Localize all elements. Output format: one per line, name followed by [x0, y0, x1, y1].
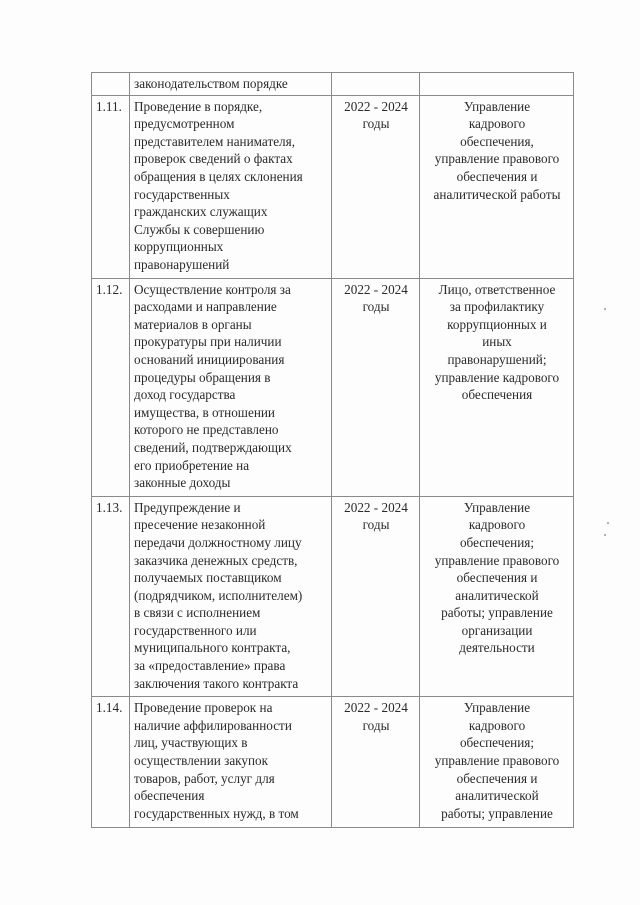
measure-term-line: годы — [362, 299, 390, 315]
continuation-resp-cell — [420, 73, 574, 96]
measure-description-line: имущества, в отношении — [134, 404, 275, 420]
measure-responsible-line: деятельности — [459, 640, 535, 656]
measure-responsible-line: организации — [461, 622, 533, 638]
measure-responsible-line: обеспечения; — [459, 735, 535, 751]
measure-description-line: в связи с исполнением — [134, 605, 261, 621]
measure-description-line: предусмотренном — [134, 116, 235, 132]
measure-responsible-line: кадрового — [468, 517, 526, 533]
measure-description — [130, 697, 332, 828]
measure-responsible-line: иных — [482, 334, 512, 350]
measure-responsible — [420, 697, 574, 828]
measure-responsible-line: управление правового — [434, 552, 560, 568]
measure-responsible-line: аналитической — [455, 788, 539, 804]
measure-responsible-line: аналитической — [455, 587, 539, 603]
measures-table-body — [92, 73, 574, 828]
measure-responsible-line: Управление — [463, 98, 531, 114]
measure-description-line: Проведение в порядке, — [134, 98, 263, 114]
measure-description-line: Предупреждение и — [134, 499, 241, 515]
measure-term — [332, 278, 420, 496]
measure-description-line: его приобретение на — [134, 457, 250, 473]
measure-responsible-line: обеспечения; — [459, 534, 535, 550]
measure-description-line: осуществлении закупок — [134, 753, 269, 769]
measure-responsible-line: обеспечения и — [456, 168, 538, 184]
measure-description-line: которого не представлено — [134, 422, 279, 438]
scan-speck — [604, 534, 606, 536]
measure-description-line: коррупционных — [134, 239, 224, 255]
measure-responsible-line: Лицо, ответственное — [438, 281, 556, 297]
measure-description-line: оснований инициирования — [134, 351, 285, 367]
continuation-num-cell — [92, 73, 130, 96]
measure-row — [92, 496, 574, 697]
measure-responsible — [420, 95, 574, 278]
measure-description-line: материалов в органы — [134, 316, 252, 332]
measure-term — [332, 95, 420, 278]
continuation-text-cell — [130, 73, 332, 96]
measure-term — [332, 697, 420, 828]
measure-description-line: наличие аффилированности — [134, 717, 292, 733]
measure-responsible-line: за профилактику — [449, 299, 545, 315]
measure-description-line: расходами и направление — [134, 299, 277, 315]
measure-responsible-line: управление правового — [434, 151, 560, 167]
measure-term-line: годы — [362, 116, 390, 132]
measure-description-line: заключения такого контракта — [134, 675, 299, 691]
measure-description-line: Проведение проверок на — [134, 700, 273, 716]
measure-row — [92, 697, 574, 828]
measure-responsible-line: работы; управление — [441, 805, 553, 821]
measure-description-line: сведений, подтверждающих — [134, 439, 292, 455]
measure-description-line: гражданских служащих — [134, 204, 268, 220]
measure-description-line: заказчика денежных средств, — [134, 552, 298, 568]
measure-description — [130, 95, 332, 278]
measure-number: 1.12. — [92, 278, 130, 496]
measure-responsible-line: Управление — [463, 499, 531, 515]
measure-description-line: государственного или — [134, 622, 257, 638]
continuation-row — [92, 73, 574, 96]
measure-responsible-line: правонарушений; — [447, 351, 547, 367]
measure-description-line: Осуществление контроля за — [134, 281, 291, 297]
scan-speck — [607, 522, 609, 524]
measure-responsible-line: коррупционных и — [447, 316, 547, 332]
measure-description-line: лиц, участвующих в — [134, 735, 248, 751]
measure-description — [130, 496, 332, 697]
measure-description-line: пресечение незаконной — [134, 517, 266, 533]
measure-responsible — [420, 496, 574, 697]
measure-term — [332, 496, 420, 697]
measure-responsible-line: обеспечения, — [460, 133, 534, 149]
measure-description-line: за «предоставление» права — [134, 658, 286, 674]
measure-term-line: 2022 - 2024 — [344, 700, 408, 716]
measure-responsible-line: обеспечения — [461, 387, 533, 403]
measure-description-line: Службы к совершению — [134, 221, 265, 237]
measure-responsible-line: управление кадрового — [434, 369, 560, 385]
measure-responsible — [420, 278, 574, 496]
measure-description-line: законные доходы — [134, 475, 231, 491]
measure-description-line: прокуратуры при наличии — [134, 334, 282, 350]
measure-term-line: 2022 - 2024 — [344, 98, 408, 114]
measure-description-line: товаров, работ, услуг для — [134, 770, 275, 786]
measure-description-line: муниципального контракта, — [134, 640, 291, 656]
continuation-term-cell — [332, 73, 420, 96]
measure-number: 1.14. — [92, 697, 130, 828]
measure-description-line: представителем нанимателя, — [134, 133, 295, 149]
measure-description-line: процедуры обращения в — [134, 369, 271, 385]
measure-responsible-line: обеспечения и — [456, 570, 538, 586]
measure-number: 1.13. — [92, 496, 130, 697]
scan-speck — [604, 308, 606, 310]
measure-description-line: получаемых поставщиком — [134, 570, 282, 586]
measure-description — [130, 278, 332, 496]
measure-description-line: обеспечения — [134, 788, 205, 804]
measure-responsible-line: аналитической работы — [433, 186, 561, 202]
measure-responsible-line: обеспечения и — [456, 770, 538, 786]
measure-term-line: 2022 - 2024 — [344, 499, 408, 515]
continuation-text: законодательством порядке — [134, 76, 288, 91]
measure-term-line: годы — [362, 717, 390, 733]
measure-description-line: обращения в целях склонения — [134, 168, 303, 184]
measure-number: 1.11. — [92, 95, 130, 278]
measure-term-line: годы — [362, 517, 390, 533]
measure-description-line: (подрядчиком, исполнителем) — [134, 587, 303, 603]
measure-responsible-line: кадрового — [468, 116, 526, 132]
measure-description-line: правонарушений — [134, 256, 230, 272]
measure-description-line: государственных — [134, 186, 230, 202]
measure-row — [92, 95, 574, 278]
measure-row — [92, 278, 574, 496]
measure-responsible-line: кадрового — [468, 717, 526, 733]
measure-responsible-line: Управление — [463, 700, 531, 716]
measure-term-line: 2022 - 2024 — [344, 281, 408, 297]
measure-responsible-line: работы; управление — [441, 605, 553, 621]
measure-description-line: государственных нужд, в том — [134, 805, 299, 821]
measure-description-line: проверок сведений о фактах — [134, 151, 293, 167]
measure-description-line: доход государства — [134, 387, 236, 403]
measure-responsible-line: управление правового — [434, 753, 560, 769]
measure-description-line: передачи должностному лицу — [134, 534, 302, 550]
measures-table — [91, 72, 574, 828]
